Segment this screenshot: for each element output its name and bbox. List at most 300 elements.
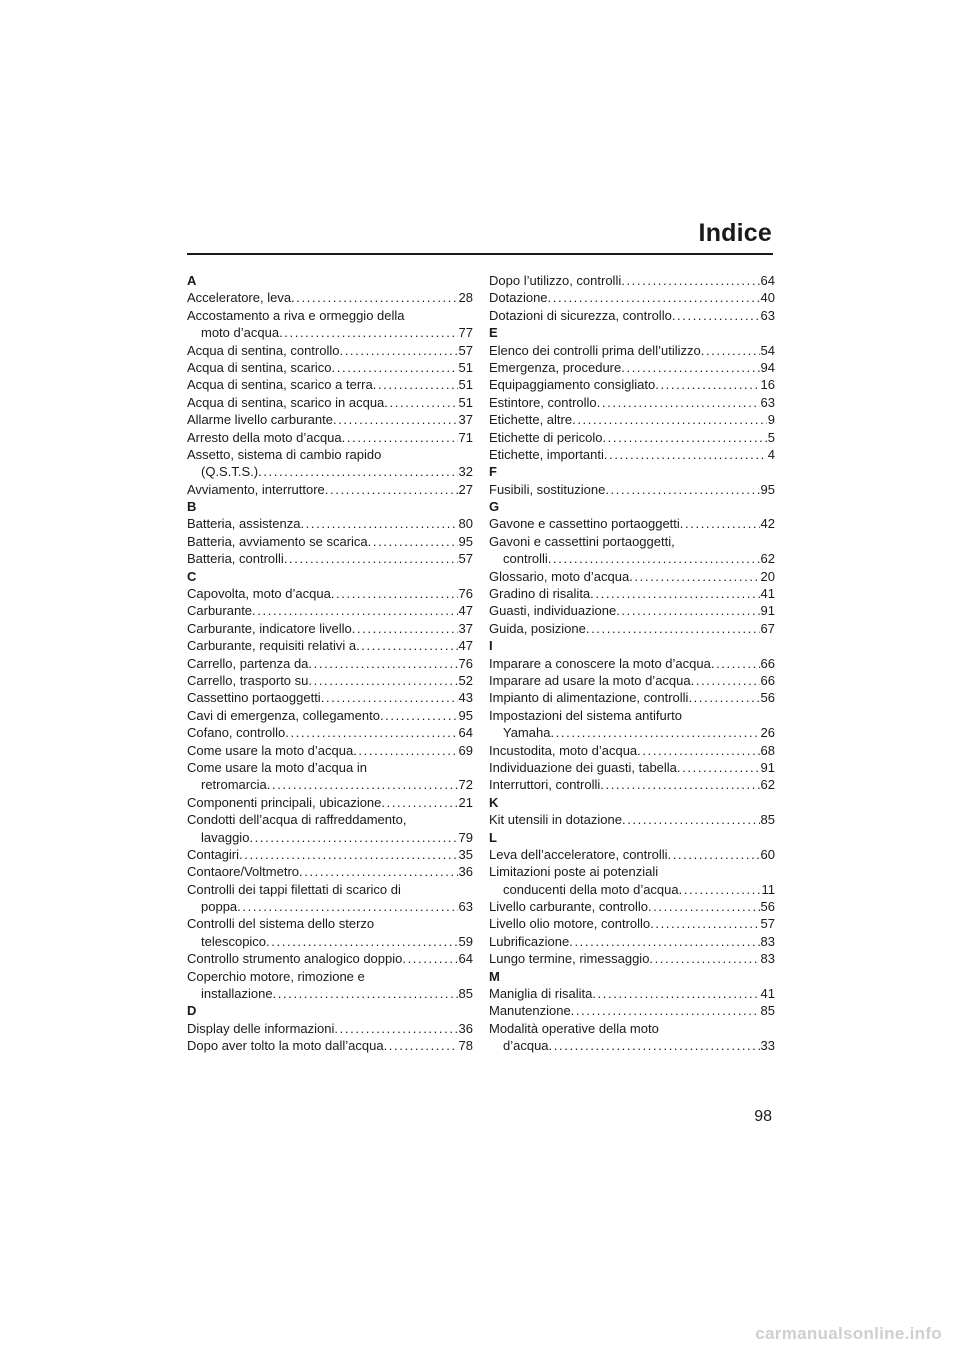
index-leader-dots	[680, 515, 760, 532]
index-entry-label: installazione	[201, 986, 273, 1002]
index-entry-label: Acceleratore, leva	[187, 290, 292, 306]
index-letter-heading: C	[187, 568, 197, 584]
index-leader-dots	[353, 742, 457, 759]
index-entry	[187, 637, 473, 654]
index-entry-label: Cofano, controllo	[187, 725, 286, 741]
index-entry	[489, 481, 775, 498]
index-leader-dots	[548, 550, 760, 567]
index-entry-label: Acqua di sentina, scarico in acqua	[187, 394, 385, 410]
index-entry-label: Kit utensili in dotazione	[489, 812, 622, 828]
index-entry-label: Equipaggiamento consigliato	[489, 377, 656, 393]
index-entry	[187, 289, 473, 306]
index-leader-dots	[279, 324, 457, 341]
index-leader-dots	[549, 1037, 760, 1054]
index-entry	[187, 933, 473, 950]
index-letter-heading: B	[187, 499, 197, 515]
index-page-ref: 85	[760, 1003, 775, 1019]
index-entry-label: Contagiri	[187, 846, 240, 862]
index-entry	[489, 568, 775, 585]
index-entry	[489, 672, 775, 689]
index-entry-line: Come usare la moto d’acqua in	[187, 759, 367, 775]
index-leader-dots	[384, 1037, 458, 1054]
index-leader-dots	[616, 602, 759, 619]
index-entry-line: Modalità operative della moto	[489, 1020, 659, 1036]
index-entry-label: Estintore, controllo	[489, 394, 597, 410]
index-entry-line: Accostamento a riva e ormeggio della	[187, 307, 405, 323]
index-page-ref: 27	[458, 481, 473, 497]
index-page-ref: 47	[458, 603, 473, 619]
index-leader-dots	[300, 515, 457, 532]
index-page-ref: 95	[458, 707, 473, 723]
index-leader-dots	[571, 1002, 760, 1019]
index-leader-dots	[688, 689, 759, 706]
index-page-ref: 85	[760, 812, 775, 828]
index-leader-dots	[368, 533, 458, 550]
index-leader-dots	[284, 550, 458, 567]
index-entry-label: Come usare la moto d’acqua	[187, 742, 354, 758]
index-entry-label: Imparare a conoscere la moto d’acqua	[489, 655, 711, 671]
index-entry	[187, 376, 473, 393]
index-leader-dots	[258, 463, 457, 480]
page-number: 98	[754, 1108, 772, 1125]
index-entry	[187, 846, 473, 863]
index-entry-line: Gavoni e cassettini portaoggetti,	[489, 533, 675, 549]
index-entry-label: conducenti della moto d’acqua	[503, 881, 679, 897]
index-entry	[187, 394, 473, 411]
footer-watermark: carmanualsonline.info	[755, 1324, 942, 1343]
index-page-ref: 69	[458, 742, 473, 758]
index-letter-heading: F	[489, 464, 497, 480]
index-entry-label: moto d’acqua	[201, 325, 280, 341]
index-page-ref: 78	[458, 1038, 473, 1054]
index-entry	[187, 533, 473, 550]
index-entry-label: Impianto di alimentazione, controlli	[489, 690, 689, 706]
index-entry-label: Controllo strumento analogico doppio	[187, 951, 403, 967]
index-entry-label: Carrello, trasporto su	[187, 672, 309, 688]
index-entry-label: d’acqua	[503, 1038, 549, 1054]
index-page-ref: 76	[458, 655, 473, 671]
index-leader-dots	[266, 933, 457, 950]
index-entry-label: Dotazioni di sicurezza, controllo	[489, 307, 672, 323]
index-entry-label: Lubrificazione	[489, 933, 570, 949]
index-entry	[187, 1020, 473, 1037]
index-entry-label: Lungo termine, rimessaggio	[489, 951, 650, 967]
index-entry	[187, 324, 473, 341]
index-entry-label: Emergenza, procedure	[489, 359, 622, 375]
index-leader-dots	[239, 846, 458, 863]
index-entry-label: Dotazione	[489, 290, 548, 306]
index-entry	[187, 794, 473, 811]
index-entry-label: Batteria, avviamento se scarica	[187, 533, 368, 549]
index-page-ref: 51	[458, 359, 473, 375]
index-leader-dots	[600, 776, 759, 793]
index-entry	[489, 342, 775, 359]
index-page-ref: 76	[458, 586, 473, 602]
index-entry-label: Maniglia di risalita	[489, 986, 593, 1002]
index-entry-label: Livello carburante, controllo	[489, 899, 648, 915]
index-entry-line: Controlli dei tappi filettati di scarico di	[187, 881, 401, 897]
index-letter-heading: L	[489, 829, 497, 845]
index-letter-heading: E	[489, 325, 498, 341]
index-page-ref: 95	[760, 481, 775, 497]
index-leader-dots	[586, 620, 760, 637]
index-entry	[187, 829, 473, 846]
index-page-ref: 60	[760, 846, 775, 862]
index-leader-dots	[650, 915, 759, 932]
index-entry-label: Gavone e cassettino portaoggetti	[489, 516, 680, 532]
index-entry	[187, 585, 473, 602]
index-entry	[489, 376, 775, 393]
index-entry-line: Impostazioni del sistema antifurto	[489, 707, 682, 723]
index-entry	[187, 602, 473, 619]
index-leader-dots	[333, 411, 458, 428]
index-entry-label: Yamaha	[503, 725, 551, 741]
index-leader-dots	[339, 342, 457, 359]
index-page-ref: 72	[458, 777, 473, 793]
index-entry	[489, 359, 775, 376]
index-leader-dots	[332, 359, 458, 376]
index-entry	[489, 933, 775, 950]
index-entry-label: Batteria, controlli	[187, 551, 284, 567]
index-entry	[489, 585, 775, 602]
index-entry	[489, 602, 775, 619]
index-entry	[489, 1002, 775, 1019]
index-entry-label: Fusibili, sostituzione	[489, 481, 606, 497]
index-entry	[187, 863, 473, 880]
index-entry	[489, 394, 775, 411]
index-entry-line: Condotti dell’acqua di raffreddamento,	[187, 812, 407, 828]
index-entry	[187, 481, 473, 498]
index-leader-dots	[352, 620, 458, 637]
index-entry-line: Limitazioni poste ai potenziali	[489, 864, 659, 880]
index-entry	[187, 689, 473, 706]
index-page-ref: 41	[760, 986, 775, 1002]
index-page-ref: 83	[760, 951, 775, 967]
index-entry	[187, 429, 473, 446]
index-page-ref: 43	[458, 690, 473, 706]
index-entry-label: Acqua di sentina, controllo	[187, 342, 340, 358]
index-page-ref: 77	[458, 325, 473, 341]
index-entry-label: Etichette, altre	[489, 412, 573, 428]
index-leader-dots	[701, 342, 760, 359]
index-entry	[489, 759, 775, 776]
index-leader-dots	[373, 376, 458, 393]
index-page-ref: 62	[760, 551, 775, 567]
index-entry-label: Acqua di sentina, scarico a terra	[187, 377, 373, 393]
index-page-ref: 9	[767, 412, 775, 428]
index-leader-dots	[604, 446, 767, 463]
index-page-ref: 41	[760, 586, 775, 602]
index-entry-label: Allarme livello carburante	[187, 412, 333, 428]
index-entry	[187, 1037, 473, 1054]
index-entry	[187, 655, 473, 672]
index-leader-dots	[285, 724, 457, 741]
index-leader-dots	[321, 689, 458, 706]
index-leader-dots	[605, 481, 759, 498]
index-entry-label: controlli	[503, 551, 548, 567]
index-entry	[187, 898, 473, 915]
index-entry-label: Elenco dei controlli prima dell’utilizzo	[489, 342, 701, 358]
index-entry-label: Cassettino portaoggetti	[187, 690, 321, 706]
index-page-ref: 94	[760, 359, 775, 375]
index-leader-dots	[621, 272, 759, 289]
index-leader-dots	[273, 985, 458, 1002]
index-leader-dots	[711, 655, 760, 672]
index-page-ref: 57	[458, 342, 473, 358]
index-entry	[187, 672, 473, 689]
index-page-ref: 40	[760, 290, 775, 306]
index-entry	[489, 950, 775, 967]
index-entry-label: Contaore/Voltmetro	[187, 864, 300, 880]
index-entry	[187, 776, 473, 793]
index-entry-label: Individuazione dei guasti, tabella	[489, 759, 677, 775]
index-leader-dots	[569, 933, 759, 950]
index-entry-label: Arresto della moto d’acqua	[187, 429, 342, 445]
index-leader-dots	[597, 394, 760, 411]
index-leader-dots	[622, 811, 760, 828]
index-entry-label: telescopico	[201, 933, 267, 949]
index-entry-label: Dopo aver tolto la moto dall’acqua	[187, 1038, 384, 1054]
index-page-ref: 5	[767, 429, 775, 445]
index-entry	[187, 550, 473, 567]
index-entry-label: Gradino di risalita	[489, 586, 591, 602]
index-leader-dots	[380, 707, 458, 724]
index-entry-label: retromarcia	[201, 777, 267, 793]
index-entry	[489, 915, 775, 932]
index-entry-label: Glossario, moto d’acqua	[489, 568, 630, 584]
index-entry	[489, 689, 775, 706]
index-entry	[489, 411, 775, 428]
index-entry-label: Cavi di emergenza, collegamento	[187, 707, 380, 723]
index-entry-label: Carrello, partenza da	[187, 655, 309, 671]
index-page-ref: 57	[458, 551, 473, 567]
index-leader-dots	[356, 637, 457, 654]
index-entry-line: Controlli del sistema dello sterzo	[187, 916, 375, 932]
index-page-ref: 32	[458, 464, 473, 480]
index-letter-heading: D	[187, 1003, 197, 1019]
index-entry	[187, 359, 473, 376]
index-leader-dots	[342, 429, 458, 446]
index-entry	[187, 707, 473, 724]
index-page-ref: 36	[458, 864, 473, 880]
index-entry-label: Etichette di pericolo	[489, 429, 603, 445]
index-entry	[489, 307, 775, 324]
index-letter-heading: G	[489, 499, 500, 515]
index-entry-label: Carburante	[187, 603, 253, 619]
index-page-ref: 64	[458, 725, 473, 741]
index-entry-label: Livello olio motore, controllo	[489, 916, 651, 932]
index-page-ref: 42	[760, 516, 775, 532]
index-leader-dots	[590, 585, 759, 602]
index-entry-label: lavaggio	[201, 829, 250, 845]
index-entry	[489, 289, 775, 306]
index-leader-dots	[308, 655, 457, 672]
title-rule	[187, 253, 773, 255]
index-leader-dots	[252, 602, 457, 619]
index-page-ref: 37	[458, 412, 473, 428]
index-page-ref: 4	[767, 446, 775, 462]
index-entry-label: Incustodita, moto d’acqua	[489, 742, 638, 758]
index-entry	[187, 985, 473, 1002]
index-leader-dots	[249, 829, 457, 846]
index-leader-dots	[679, 881, 761, 898]
index-page-ref: 20	[760, 568, 775, 584]
index-page-ref: 51	[458, 377, 473, 393]
index-entry	[489, 985, 775, 1002]
index-page-ref: 79	[458, 829, 473, 845]
index-page-ref: 11	[761, 881, 775, 897]
index-entry	[187, 515, 473, 532]
index-entry	[489, 655, 775, 672]
index-leader-dots	[384, 394, 457, 411]
index-entry	[489, 515, 775, 532]
index-page-ref: 83	[760, 933, 775, 949]
index-page-ref: 91	[760, 759, 775, 775]
index-leader-dots	[592, 985, 759, 1002]
index-page-ref: 68	[760, 742, 775, 758]
index-entry-line: Coperchio motore, rimozione e	[187, 968, 365, 984]
index-entry	[187, 620, 473, 637]
index-entry-line: Assetto, sistema di cambio rapido	[187, 446, 382, 462]
index-page-ref: 63	[760, 307, 775, 323]
index-entry	[489, 898, 775, 915]
index-page-ref: 56	[760, 899, 775, 915]
index-entry-label: Capovolta, moto d’acqua	[187, 586, 331, 602]
index-entry-label: Etichette, importanti	[489, 446, 604, 462]
index-page-ref: 37	[458, 620, 473, 636]
index-entry-label: Leva dell’acceleratore, controlli	[489, 846, 668, 862]
index-leader-dots	[602, 429, 766, 446]
index-page-ref: 28	[458, 290, 473, 306]
index-entry-label: Guida, posizione	[489, 620, 586, 636]
index-page-ref: 47	[458, 638, 473, 654]
index-letter-heading: K	[489, 794, 499, 810]
index-leader-dots	[550, 724, 759, 741]
index-leader-dots	[548, 289, 760, 306]
index-leader-dots	[237, 898, 457, 915]
index-entry-label: Batteria, assistenza	[187, 516, 301, 532]
index-leader-dots	[299, 863, 458, 880]
index-entry-label: Display delle informazioni	[187, 1020, 335, 1036]
index-page-ref: 16	[760, 377, 775, 393]
index-page-ref: 64	[760, 273, 775, 288]
index-page-ref: 52	[458, 672, 473, 688]
index-page-ref: 62	[760, 777, 775, 793]
index-entry	[187, 463, 473, 480]
index-page-ref: 35	[458, 846, 473, 862]
index-page-ref: 57	[760, 916, 775, 932]
index-page-ref: 26	[760, 725, 775, 741]
index-entry	[489, 881, 775, 898]
index-letter-heading: M	[489, 968, 500, 984]
index-page-ref: 95	[458, 533, 473, 549]
index-page-ref: 67	[760, 620, 775, 636]
index-page-ref: 63	[760, 394, 775, 410]
index-entry	[187, 342, 473, 359]
index-leader-dots	[308, 672, 457, 689]
index-leader-dots	[677, 759, 760, 776]
index-entry-label: Imparare ad usare la moto d’acqua	[489, 672, 691, 688]
index-entry-label: Componenti principali, ubicazione	[187, 794, 382, 810]
index-entry	[489, 846, 775, 863]
index-entry	[489, 742, 775, 759]
index-entry	[187, 950, 473, 967]
index-leader-dots	[648, 898, 760, 915]
index-entry	[489, 620, 775, 637]
index-page-ref: 66	[760, 655, 775, 671]
index-leader-dots	[629, 568, 759, 585]
index-entry-label: Dopo l’utilizzo, controlli	[489, 273, 622, 288]
index-entry-label: poppa	[201, 899, 238, 915]
index-column-left	[187, 272, 473, 1055]
index-leader-dots	[655, 376, 759, 393]
index-page-ref: 54	[760, 342, 775, 358]
index-column-right	[489, 272, 775, 1055]
index-page-ref: 21	[458, 794, 473, 810]
index-entry-label: Carburante, requisiti relativi a	[187, 638, 357, 654]
index-entry	[489, 429, 775, 446]
index-page-ref: 36	[458, 1020, 473, 1036]
index-page-ref: 51	[458, 394, 473, 410]
index-leader-dots	[334, 1020, 457, 1037]
index-leader-dots	[649, 950, 759, 967]
index-leader-dots	[637, 742, 759, 759]
index-leader-dots	[672, 307, 760, 324]
index-leader-dots	[402, 950, 457, 967]
index-letter-heading: I	[489, 638, 493, 654]
index-entry	[489, 776, 775, 793]
index-leader-dots	[291, 289, 457, 306]
index-page-ref: 59	[458, 933, 473, 949]
index-entry-label: Manutenzione	[489, 1003, 571, 1019]
index-letter-heading: A	[187, 273, 197, 288]
index-entry	[489, 811, 775, 828]
index-page-ref: 66	[760, 672, 775, 688]
index-entry-label: Interruttori, controlli	[489, 777, 601, 793]
index-leader-dots	[331, 585, 458, 602]
index-entry	[489, 1037, 775, 1054]
index-entry	[489, 272, 775, 289]
index-entry	[187, 742, 473, 759]
index-entry	[489, 446, 775, 463]
index-entry-label: (Q.S.T.S.)	[201, 464, 259, 480]
index-page-ref: 33	[760, 1038, 775, 1054]
index-page-ref: 85	[458, 986, 473, 1002]
index-entry-label: Acqua di sentina, scarico	[187, 359, 332, 375]
index-leader-dots	[572, 411, 767, 428]
index-entry-label: Avviamento, interruttore	[187, 481, 325, 497]
index-page-ref: 56	[760, 690, 775, 706]
index-entry	[489, 550, 775, 567]
index-leader-dots	[381, 794, 457, 811]
index-leader-dots	[667, 846, 759, 863]
index-page-ref: 71	[458, 429, 473, 445]
index-leader-dots	[621, 359, 759, 376]
index-page-ref: 64	[458, 951, 473, 967]
index-entry-label: Guasti, individuazione	[489, 603, 617, 619]
index-page-ref: 91	[760, 603, 775, 619]
index-page-ref: 80	[458, 516, 473, 532]
index-leader-dots	[325, 481, 458, 498]
index-entry	[489, 724, 775, 741]
index-leader-dots	[267, 776, 458, 793]
page-title: Indice	[698, 219, 772, 247]
index-entry	[187, 411, 473, 428]
index-entry	[187, 724, 473, 741]
index-leader-dots	[691, 672, 760, 689]
index-entry-label: Carburante, indicatore livello	[187, 620, 352, 636]
index-page-ref: 63	[458, 899, 473, 915]
